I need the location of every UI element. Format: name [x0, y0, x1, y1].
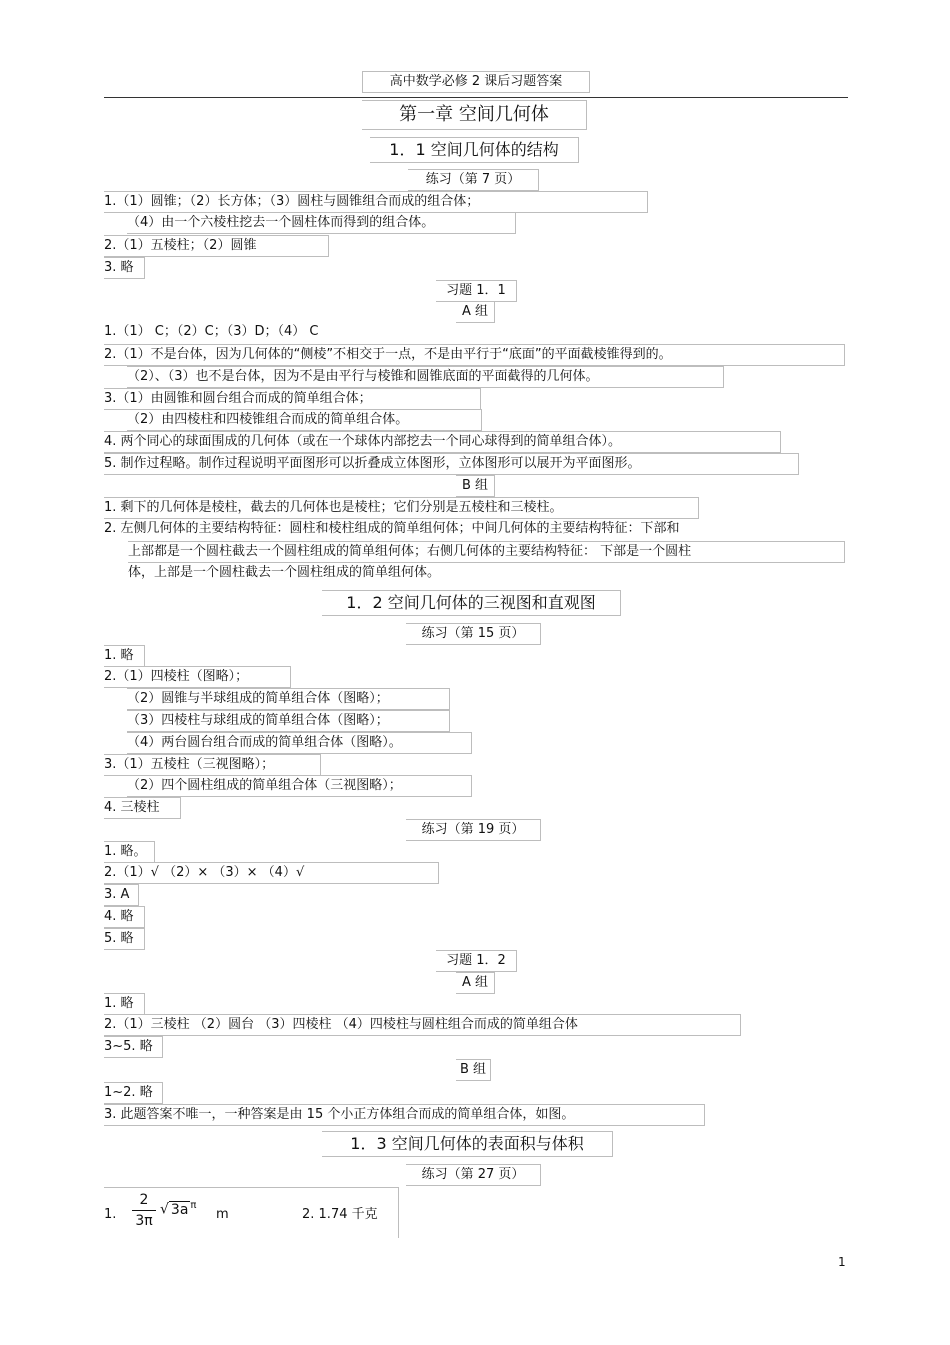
- answer-line: 2.（1）五棱柱；（2）圆锥: [104, 235, 329, 257]
- section-title-1-2: 1．2 空间几何体的三视图和直观图: [322, 590, 621, 616]
- answer-line: 4. 略: [104, 906, 145, 928]
- answer-line: 体，上部是一个圆柱截去一个圆柱组成的简单组何体。: [128, 565, 441, 580]
- group-a-heading: A 组: [456, 301, 495, 323]
- fraction: [132, 1192, 156, 1229]
- page-header: 高中数学必修 2 课后习题答案: [362, 71, 590, 93]
- answer-line: 2.（1）不是台体，因为几何体的“侧棱”不相交于一点，不是由平行于“底面”的平面截棱锥得到的。: [104, 344, 845, 366]
- practice-heading-p27: 练习（第 27 页）: [406, 1164, 541, 1186]
- answer-number: 1.: [104, 1207, 117, 1222]
- answer-line: （4）由一个六棱柱挖去一个圆柱体而得到的组合体。: [127, 212, 516, 234]
- fraction-numerator: 2: [139, 1192, 149, 1208]
- answer-line: 上部都是一个圆柱截去一个圆柱组成的简单组何体；右侧几何体的主要结构特征： 下部是一个圆柱: [128, 541, 845, 563]
- section-title-1-3: 1．3 空间几何体的表面积与体积: [322, 1131, 613, 1157]
- answer-line: （2）四个圆柱组成的简单组合体（三视图略）；: [127, 775, 472, 797]
- formula-answer-box: [104, 1187, 399, 1238]
- group-b-heading: B 组: [456, 475, 495, 497]
- answer-line: 1.（1）圆锥；（2）长方体；（3）圆柱与圆锥组合而成的组合体；: [104, 191, 648, 213]
- group-a-heading: A 组: [456, 972, 495, 994]
- practice-heading-p19: 练习（第 19 页）: [406, 819, 541, 841]
- answer-line: 3. 此题答案不唯一，一种答案是由 15 个小正方体组合而成的简单组合体，如图。: [104, 1104, 705, 1126]
- answer-line: 1. 略: [104, 993, 145, 1015]
- answer-line: 1. 剩下的几何体是棱柱，截去的几何体也是棱柱；它们分别是五棱柱和三棱柱。: [104, 497, 699, 519]
- answer-line: 1.（1） C；（2）C；（3）D；（4） C: [104, 324, 319, 339]
- radical-sign-icon: √: [160, 1201, 169, 1218]
- answer-line: 1. 略。: [104, 841, 155, 863]
- section-title-1-1: 1．1 空间几何体的结构: [370, 137, 579, 163]
- answer-line: 4. 三棱柱: [104, 797, 181, 819]
- answer-line: 5. 制作过程略。制作过程说明平面图形可以折叠成立体图形，立体图形可以展开为平面图形。: [104, 453, 799, 475]
- answer-line: （2）由四棱柱和四棱锥组合而成的简单组合体。: [127, 409, 482, 431]
- answer-line: 2. 1.74 千克: [302, 1207, 378, 1222]
- exponent: π: [190, 1200, 197, 1211]
- answer-line: 5. 略: [104, 928, 145, 950]
- exercise-heading-1-2: 习题 1．2: [436, 950, 517, 972]
- answer-line: 3.（1）由圆锥和圆台组合而成的简单组合体；: [104, 388, 481, 410]
- answer-line: 3. 略: [104, 257, 145, 279]
- answer-line: 3.（1）五棱柱（三视图略）；: [104, 754, 321, 776]
- radicand: 3a: [170, 1201, 189, 1218]
- answer-line: 2.（1）三棱柱 （2）圆台 （3）四棱柱 （4）四棱柱与圆柱组合而成的简单组合体: [104, 1014, 741, 1036]
- group-b-heading: B 组: [456, 1059, 491, 1081]
- answer-line: （2）圆锥与半球组成的简单组合体（图略）；: [127, 688, 450, 710]
- answer-line: （2）、（3）也不是台体，因为不是由平行与棱锥和圆锥底面的平面截得的几何体。: [127, 366, 724, 388]
- unit-label: m: [216, 1207, 229, 1222]
- answer-line: 1~2. 略: [104, 1082, 163, 1104]
- answer-line: （4）两台圆台组合而成的简单组合体（图略）。: [127, 732, 472, 754]
- page-number: 1: [838, 1255, 846, 1269]
- chapter-title: 第一章 空间几何体: [362, 100, 587, 130]
- answer-line: 2. 左侧几何体的主要结构特征：圆柱和棱柱组成的简单组何体；中间几何体的主要结构特征：下部和: [104, 521, 680, 536]
- answer-line: 2.（1）四棱柱（图略）；: [104, 666, 291, 688]
- practice-heading-p7: 练习（第 7 页）: [408, 169, 539, 191]
- answer-line: 1. 略: [104, 645, 145, 667]
- fraction-denominator: 3π: [135, 1213, 153, 1229]
- fraction-bar: [132, 1210, 156, 1211]
- header-rule: [104, 97, 848, 98]
- practice-heading-p15: 练习（第 15 页）: [406, 623, 541, 645]
- answer-line: 3. A: [104, 884, 139, 906]
- exercise-heading-1-1: 习题 1．1: [436, 280, 517, 302]
- answer-line: 3~5. 略: [104, 1036, 163, 1058]
- answer-line: （3）四棱柱与球组成的简单组合体（图略）；: [127, 710, 450, 732]
- answer-line: 2.（1）√ （2）× （3）× （4）√: [104, 862, 439, 884]
- answer-line: 4. 两个同心的球面围成的几何体（或在一个球体内部挖去一个同心球得到的简单组合体）。: [104, 431, 781, 453]
- square-root: [160, 1200, 196, 1218]
